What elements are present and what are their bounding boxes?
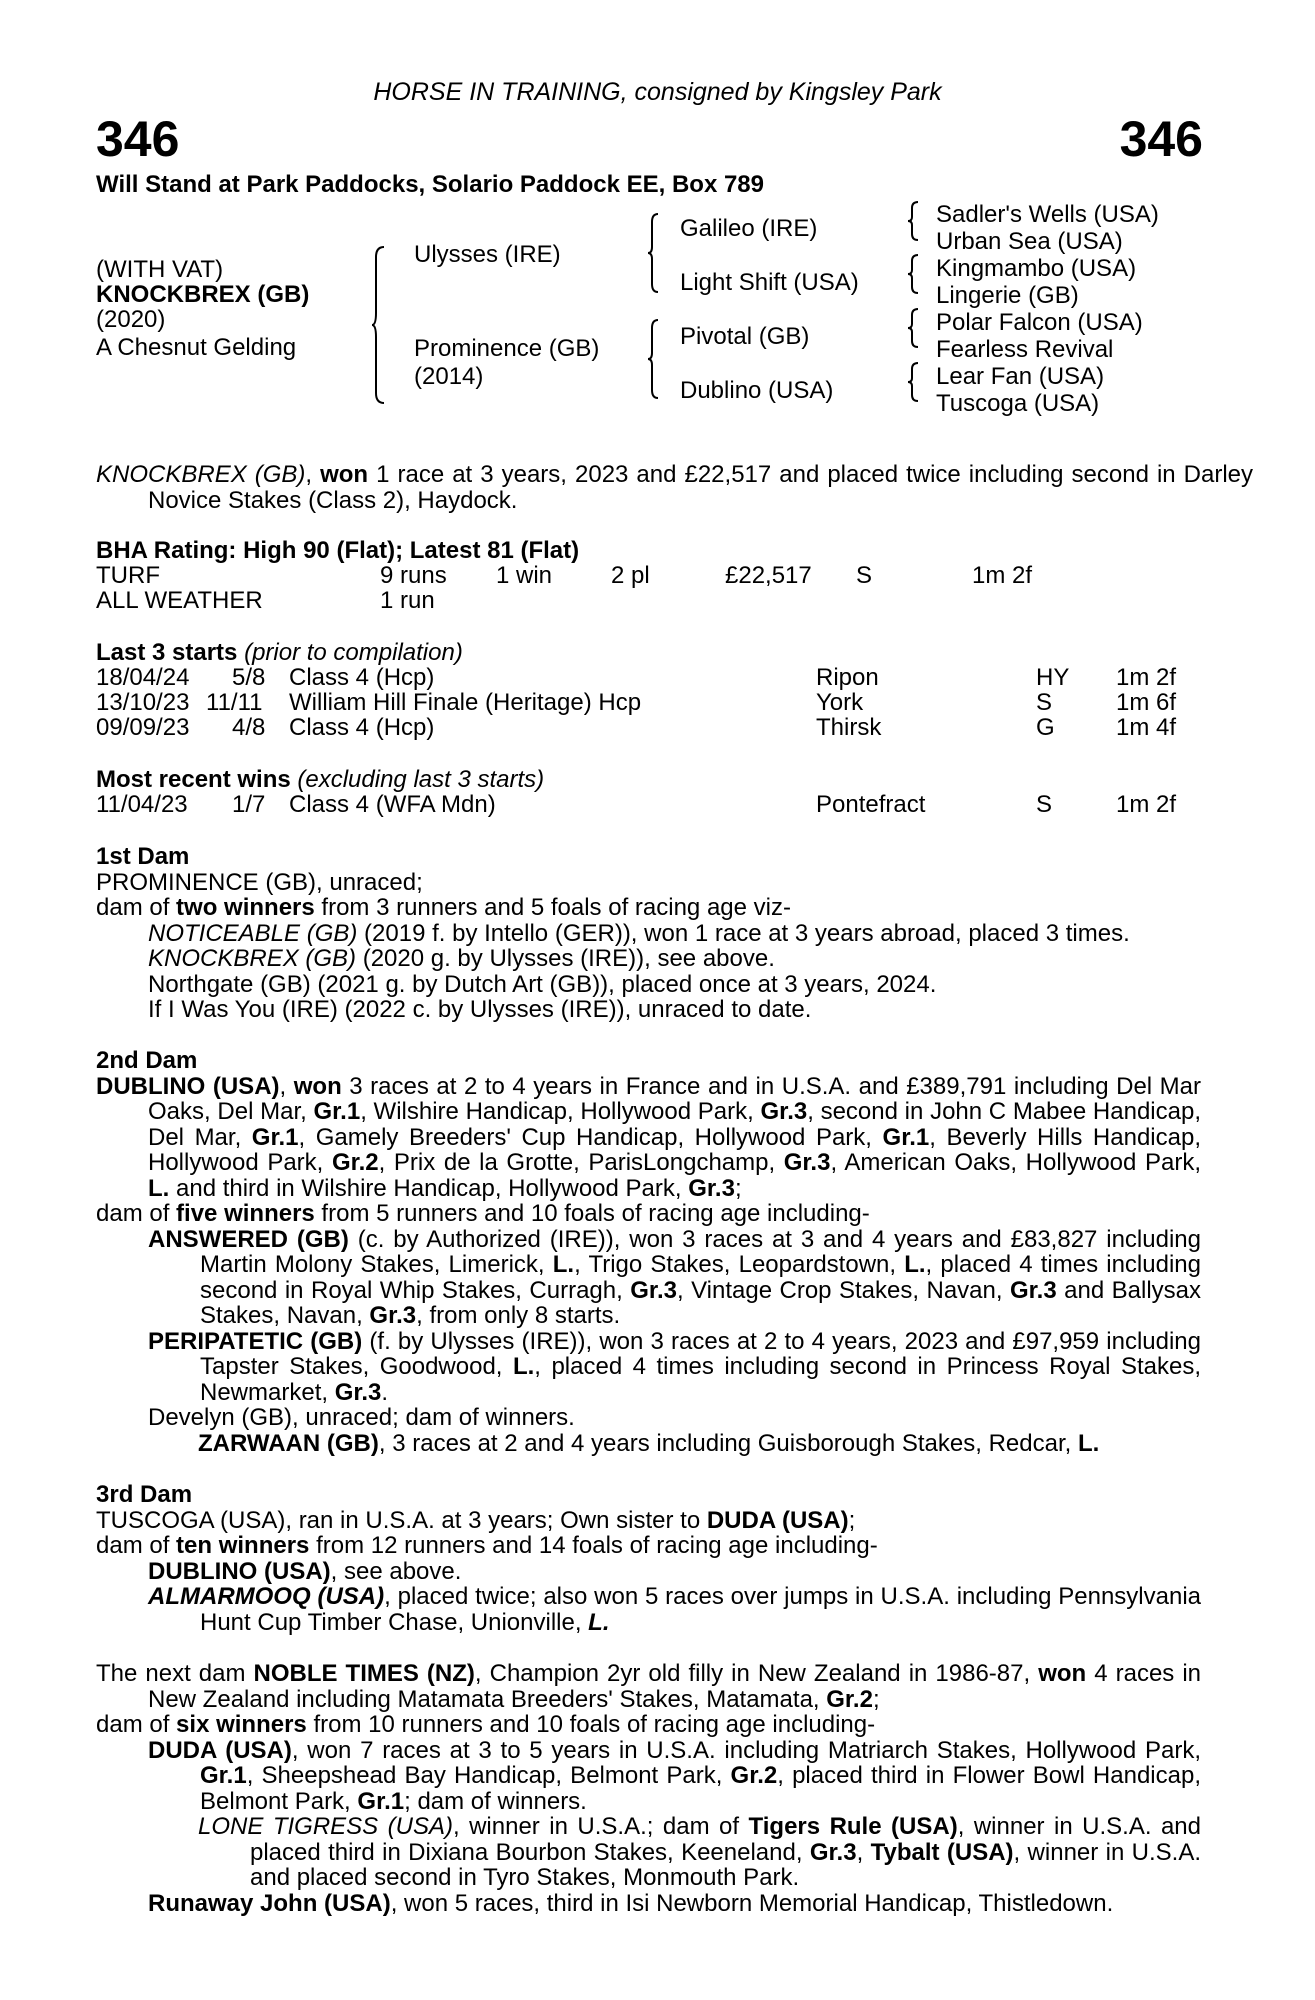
horse-year: (2020)	[96, 306, 166, 333]
pedigree-dds: Lear Fan (USA)	[936, 363, 1105, 390]
pedigree-dam-dam: Dublino (USA)	[680, 377, 834, 404]
pedigree-sire-dam: Light Shift (USA)	[680, 269, 859, 296]
offspring-item: Northgate (GB) (2021 g. by Dutch Art (GB)), placed once at 3 years, 2024.	[148, 970, 937, 998]
third-dam-section: 3rd Dam TUSCOGA (USA), ran in U.S.A. at 3 years; Own sister to DUDA (USA); dam of ten winners from 12 runners and 14 foals of racing age including- DUBLINO (USA), see above. ALMARMOOQ (USA), placed twice; also won 5 races over jumps in U.S.A. including Pennsylvania Hunt Cup Timber Chase, Unionville, L.	[96, 1481, 1202, 1636]
offspring-item: Runaway John (USA), won 5 races, third in Isi Newborn Memorial Handicap, Thistledown.	[148, 1889, 1114, 1917]
brace-dam-parents	[648, 318, 660, 400]
pedigree-dss: Polar Falcon (USA)	[936, 309, 1143, 336]
offspring-item: DUDA (USA), won 7 races at 3 to 5 years in U.S.A. including Matriarch Stakes, Hollywood Park, Gr.1, Sheepshead Bay Handicap, Belmont Park, Gr.2, placed third in Flower Bowl Handicap, Belmont Park, Gr.1; dam of winners.	[148, 1736, 1201, 1815]
stand-location: Will Stand at Park Paddocks, Solario Paddock EE, Box 789	[96, 171, 765, 198]
first-dam-section: 1st Dam PROMINENCE (GB), unraced; dam of two winners from 3 runners and 5 foals of racing age viz- NOTICEABLE (GB) (2019 f. by Intello (GER)), won 1 race at 3 years abroad, placed 3 times. KNOCKBREX (GB) (2020 g. by Ulysses (IRE)), see above. Northgate (GB) (2021 g. by Dutch Art (GB)), placed once at 3 years, 2024. If I Was You (IRE) (2022 c. by Ulysses (IRE)), unraced to date.	[96, 844, 1201, 1023]
third-dam-title: 3rd Dam	[96, 1481, 193, 1508]
pedigree-sdd: Lingerie (GB)	[936, 282, 1079, 309]
pedigree-dam: Prominence (GB)	[414, 335, 600, 362]
brace-gp3	[908, 307, 920, 349]
brace-gp4	[908, 361, 920, 403]
horse-name: KNOCKBREX (GB)	[96, 281, 310, 308]
last3-row: 09/09/23 4/8 Class 4 (Hcp) Thirsk G 1m 4f	[96, 714, 1177, 741]
pedigree-sire: Ulysses (IRE)	[414, 241, 561, 268]
offspring-item: DUBLINO (USA), see above.	[148, 1557, 462, 1585]
bha-rating-title: BHA Rating: High 90 (Flat); Latest 81 (Flat)	[96, 537, 580, 564]
horse-description: A Chesnut Gelding	[96, 334, 297, 361]
pedigree-sds: Kingmambo (USA)	[936, 255, 1137, 282]
offspring-item: If I Was You (IRE) (2022 c. by Ulysses (IRE)), unraced to date.	[148, 996, 812, 1023]
offspring-item: NOTICEABLE (GB) (2019 f. by Intello (GER)), won 1 race at 3 years abroad, placed 3 times.	[148, 919, 1130, 947]
pedigree-sire-sire: Galileo (IRE)	[680, 215, 818, 242]
recent-wins-title: Most recent wins (excluding last 3 starts)	[96, 766, 545, 793]
second-dam-section: 2nd Dam DUBLINO (USA), won 3 races at 2 to 4 years in France and in U.S.A. and £389,791 including Del Mar Oaks, Del Mar, Gr.1, Wilshire Handicap, Hollywood Park, Gr.3, second in John C Mabee Handicap, Del Mar, Gr.1, Gamely Breeders' Cup Handicap, Hollywood Park, Gr.1, Beverly Hills Handicap, Hollywood Park, Gr.2, Prix de la Grotte, ParisLongchamp, Gr.3, American Oaks, Hollywood Park, L. and third in Wilshire Handicap, Hollywood Park, Gr.3; dam of five winners from 5 runners and 10 foals of racing age including- ANSWERED (GB) (c. by Authorized (IRE)), won 3 races at 3 and 4 years and £83,827 including Martin Molony Stakes, Limerick, L., Trigo Stakes, Leopardstown, L., placed 4 times including second in Royal Whip Stakes, Curragh, Gr.3, Vintage Crop Stakes, Navan, Gr.3 and Ballysax Stakes, Navan, Gr.3, from only 8 starts. PERIPATETIC (GB) (f. by Ulysses (IRE)), won 3 races at 2 to 4 years, 2023 and £97,959 including Tapster Stakes, Goodwood, L., placed 4 times including second in Princess Royal Stakes, Newmarket, Gr.3. Develyn (GB), unraced; dam of winners. ZARWAAN (GB), 3 races at 2 and 4 years including Guisborough Stakes, Redcar, L.	[96, 1047, 1202, 1457]
second-dam-title: 2nd Dam	[96, 1047, 198, 1074]
vat-status: (WITH VAT)	[96, 256, 224, 283]
recent-wins-row: 11/04/23 1/7 Class 4 (WFA Mdn) Pontefract S 1m 2f	[96, 791, 1177, 818]
pedigree-dam-sire: Pivotal (GB)	[680, 323, 810, 350]
offspring-item: ZARWAAN (GB), 3 races at 2 and 4 years including Guisborough Stakes, Redcar, L.	[198, 1429, 1100, 1457]
offspring-item: PERIPATETIC (GB) (f. by Ulysses (IRE)), won 3 races at 2 to 4 years, 2023 and £97,959 including Tapster Stakes, Goodwood, L., placed 4 times including second in Princess Royal Stakes, Newmarket, Gr.3.	[148, 1327, 1202, 1406]
rating-row-turf: TURF 9 runs 1 win 2 pl £22,517 S 1m 2f	[96, 562, 1033, 589]
brace-gp2	[908, 253, 920, 295]
lot-number-left: 346	[96, 111, 180, 167]
last3-row: 18/04/24 5/8 Class 4 (Hcp) Ripon HY 1m 2f	[96, 664, 1177, 691]
last3-row: 13/10/23 11/11 William Hill Finale (Heritage) Hcp York S 1m 6f	[96, 689, 1177, 716]
brace-sire-dam	[372, 245, 386, 405]
pedigree-dsd: Fearless Revival	[936, 336, 1114, 363]
race-summary: KNOCKBREX (GB), won 1 race at 3 years, 2023 and £22,517 and placed twice including second in Darley Novice Stakes (Class 2), Haydock.	[96, 461, 1254, 514]
last3-title: Last 3 starts (prior to compilation)	[96, 639, 463, 666]
pedigree-ddd: Tuscoga (USA)	[936, 390, 1100, 417]
offspring-item: Develyn (GB), unraced; dam of winners.	[148, 1404, 575, 1431]
offspring-item: LONE TIGRESS (USA), winner in U.S.A.; dam of Tigers Rule (USA), winner in U.S.A. and placed third in Dixiana Bourbon Stakes, Keeneland, Gr.3, Tybalt (USA), winner in U.S.A. and placed second in Tyro Stakes, Monmouth Park.	[198, 1813, 1202, 1891]
pedigree-dam-year: (2014)	[414, 363, 484, 390]
rating-row-aw: ALL WEATHER 1 run	[96, 587, 435, 614]
offspring-item: ANSWERED (GB) (c. by Authorized (IRE)), won 3 races at 3 and 4 years and £83,827 including Martin Molony Stakes, Limerick, L., Trigo Stakes, Leopardstown, L., placed 4 times including second in Royal Whip Stakes, Curragh, Gr.3, Vintage Crop Stakes, Navan, Gr.3 and Ballysax Stakes, Navan, Gr.3, from only 8 starts.	[148, 1225, 1202, 1329]
brace-sire-parents	[648, 212, 660, 294]
summary-horse-name: KNOCKBREX (GB)	[96, 461, 306, 488]
pedigree-sss: Sadler's Wells (USA)	[936, 201, 1159, 228]
brace-gp1	[908, 200, 920, 242]
lot-number-right: 346	[1119, 111, 1203, 167]
first-dam-title: 1st Dam	[96, 843, 190, 870]
page-header: HORSE IN TRAINING, consigned by Kingsley Park	[373, 78, 942, 106]
next-dam-section: The next dam NOBLE TIMES (NZ), Champion 2yr old filly in New Zealand in 1986-87, won 4 races in New Zealand including Matamata Breeders' Stakes, Matamata, Gr.2; dam of six winners from 10 runners and 10 foals of racing age including- DUDA (USA), won 7 races at 3 to 5 years in U.S.A. including Matriarch Stakes, Hollywood Park, Gr.1, Sheepshead Bay Handicap, Belmont Park, Gr.2, placed third in Flower Bowl Handicap, Belmont Park, Gr.1; dam of winners. LONE TIGRESS (USA), winner in U.S.A.; dam of Tigers Rule (USA), winner in U.S.A. and placed third in Dixiana Bourbon Stakes, Keeneland, Gr.3, Tybalt (USA), winner in U.S.A. and placed second in Tyro Stakes, Monmouth Park. Runaway John (USA), won 5 races, third in Isi Newborn Memorial Handicap, Thistledown.	[96, 1660, 1202, 1917]
offspring-item: ALMARMOOQ (USA), placed twice; also won 5 races over jumps in U.S.A. including Pennsylvania Hunt Cup Timber Chase, Unionville, L.	[148, 1583, 1202, 1636]
pedigree-ssd: Urban Sea (USA)	[936, 228, 1123, 255]
offspring-item: KNOCKBREX (GB) (2020 g. by Ulysses (IRE)), see above.	[148, 945, 775, 972]
